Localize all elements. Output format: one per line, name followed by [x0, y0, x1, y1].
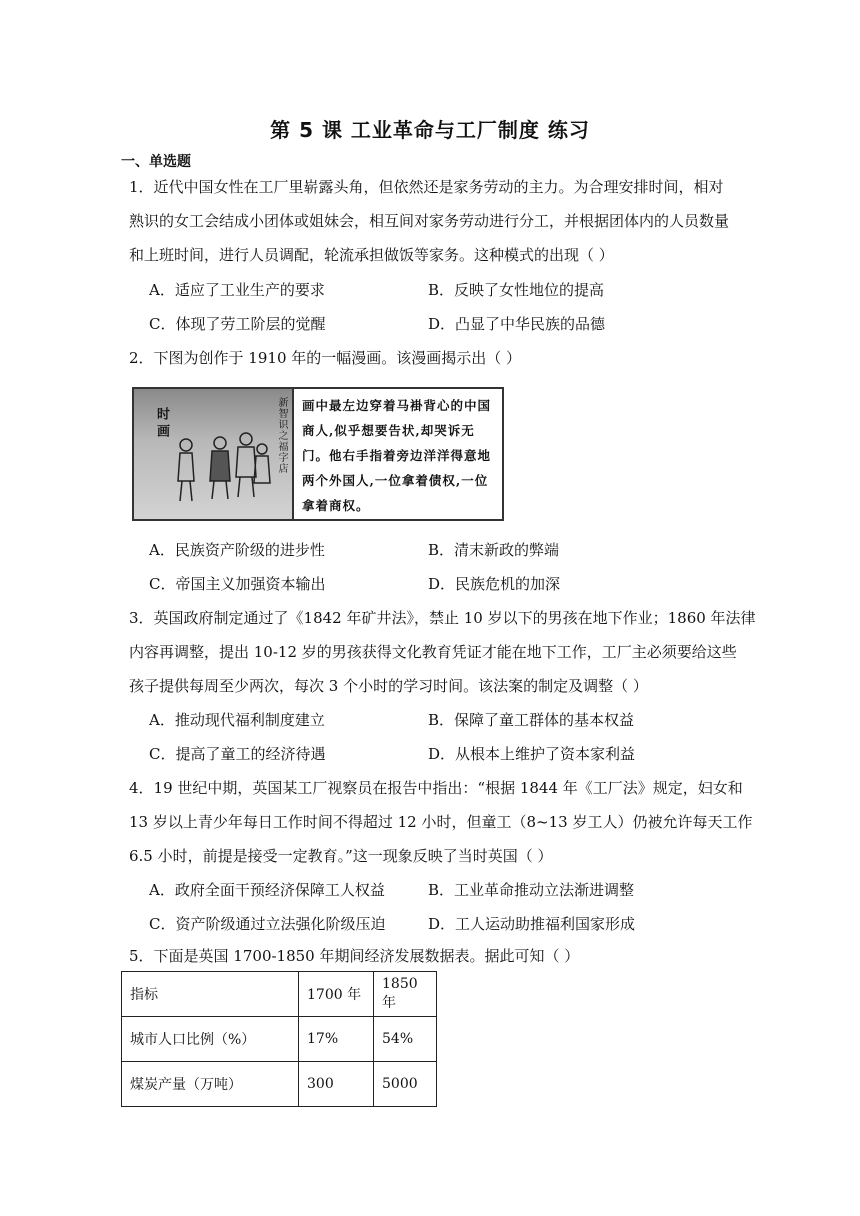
cartoon-caption: 画中最左边穿着马褂背心的中国商人,似乎想要告状,却哭诉无门。他右手指着旁边洋洋得意地两个外国人,一位拿着债权,一位拿着商权。	[292, 389, 502, 519]
cartoon-figure	[132, 387, 504, 521]
q1-line-2: 熟识的女工会结成小团体或姐妹会，相互间对家务劳动进行分工，并根据团体内的人员数量	[129, 212, 730, 230]
table-row	[122, 1017, 437, 1062]
q1-line-1: 1．近代中国女性在工厂里崭露头角，但依然还是家务劳动的主力。为合理安排时间，相对	[129, 178, 724, 196]
table-cell: 17%	[299, 1017, 374, 1062]
q4-option-b[interactable]: B．工业革命推动立法渐进调整	[428, 881, 635, 899]
q4-line-2: 13 岁以上青少年每日工作时间不得超过 12 小时，但童工（8~13 岁工人）仍被允许每天工作	[129, 813, 753, 831]
q1-option-d[interactable]: D．凸显了中华民族的品德	[428, 315, 606, 333]
q2-option-c[interactable]: C．帝国主义加强资本输出	[149, 575, 326, 593]
q3-line-3: 孩子提供每周至少两次，每次 3 个小时的学习时间。该法案的制定及调整（ ）	[129, 677, 648, 695]
q3-option-a[interactable]: A．推动现代福利制度建立	[149, 711, 325, 729]
q3-line-1: 3．英国政府制定通过了《1842 年矿井法》，禁止 10 岁以下的男孩在地下作业；1860 年法律	[129, 609, 756, 627]
table-row	[122, 1062, 437, 1107]
q2-option-b[interactable]: B．清末新政的弊端	[428, 541, 560, 559]
q1-line-3: 和上班时间，进行人员调配，轮流承担做饭等家务。这种模式的出现（ ）	[129, 246, 614, 264]
table-cell: 300	[299, 1062, 374, 1107]
q3-option-c[interactable]: C．提高了童工的经济待遇	[149, 745, 326, 763]
q2-line-1: 2．下图为创作于 1910 年的一幅漫画。该漫画揭示出（ ）	[129, 349, 522, 367]
cartoon-image	[134, 389, 292, 519]
table-header-cell: 1850 年	[374, 972, 437, 1017]
page-title: 第 5 课 工业革命与工厂制度 练习	[270, 118, 590, 142]
table-cell: 5000	[374, 1062, 437, 1107]
table-header-cell: 1700 年	[299, 972, 374, 1017]
q4-option-c[interactable]: C．资产阶级通过立法强化阶级压迫	[149, 915, 386, 933]
data-table	[121, 971, 437, 1107]
q4-line-3: 6.5 小时，前提是接受一定教育。”这一现象反映了当时英国（ ）	[129, 847, 553, 865]
q4-option-a[interactable]: A．政府全面干预经济保障工人权益	[149, 881, 385, 899]
table-header-row	[122, 972, 437, 1017]
q1-option-a[interactable]: A．适应了工业生产的要求	[149, 281, 325, 299]
table-header-cell: 指标	[122, 972, 299, 1017]
q3-line-2: 内容再调整，提出 10-12 岁的男孩获得文化教育凭证才能在地下工作，工厂主必须要给这些	[129, 643, 737, 661]
q5-line-1: 5．下面是英国 1700-1850 年期间经济发展数据表。据此可知（ ）	[129, 947, 580, 965]
section-heading: 一、单选题	[121, 154, 191, 170]
q4-line-1: 4．19 世纪中期，英国某工厂视察员在报告中指出：“根据 1844 年《工厂法》规定，妇女和	[129, 779, 743, 797]
q1-option-b[interactable]: B．反映了女性地位的提高	[428, 281, 605, 299]
q4-option-d[interactable]: D．工人运动助推福利国家形成	[428, 915, 636, 933]
table-cell: 54%	[374, 1017, 437, 1062]
q3-option-b[interactable]: B．保障了童工群体的基本权益	[428, 711, 635, 729]
table-cell: 煤炭产量（万吨）	[122, 1062, 299, 1107]
q2-option-a[interactable]: A．民族资产阶级的进步性	[149, 541, 325, 559]
q1-option-c[interactable]: C．体现了劳工阶层的觉醒	[149, 315, 326, 333]
cartoon-shop-title: 新智识之福字店	[276, 397, 287, 474]
q2-option-d[interactable]: D．民族危机的加深	[428, 575, 561, 593]
cartoon-figures-drawing	[134, 389, 292, 519]
cartoon-left-label: 时画	[154, 407, 169, 441]
table-cell: 城市人口比例（%）	[122, 1017, 299, 1062]
q3-option-d[interactable]: D．从根本上维护了资本家利益	[428, 745, 636, 763]
